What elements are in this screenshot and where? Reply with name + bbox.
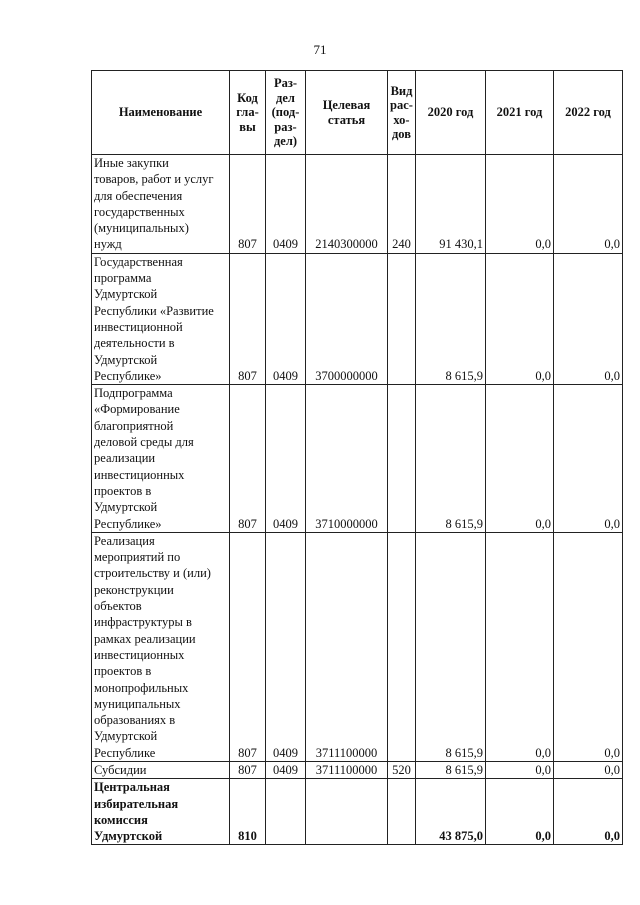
row-name: Центральная избирательная комиссия Удмуртской [92, 779, 230, 845]
header-target-article: Целевая статья [306, 71, 388, 155]
row-2022: 0,0 [554, 532, 623, 761]
row-section: 0409 [266, 155, 306, 254]
row-2021: 0,0 [486, 779, 554, 845]
header-2020: 2020 год [416, 71, 486, 155]
row-expense-type [388, 779, 416, 845]
row-chapter-code: 810 [230, 779, 266, 845]
header-2021: 2021 год [486, 71, 554, 155]
row-section: 0409 [266, 253, 306, 384]
row-chapter-code: 807 [230, 253, 266, 384]
row-2022: 0,0 [554, 155, 623, 254]
table-row [92, 532, 623, 761]
table-header-row [92, 71, 623, 155]
row-section: 0409 [266, 761, 306, 778]
row-2022: 0,0 [554, 253, 623, 384]
row-2021: 0,0 [486, 532, 554, 761]
row-target-article: 3710000000 [306, 385, 388, 533]
row-2022: 0,0 [554, 779, 623, 845]
row-2021: 0,0 [486, 761, 554, 778]
row-name: Субсидии [92, 761, 230, 778]
row-chapter-code: 807 [230, 155, 266, 254]
row-name: Реализация мероприятий по строительству и (или) реконструкции объектов инфраструктуры в рамках реализации инвестиционных проектов в монопрофильных муниципальных образованиях в Удмуртской Республике [92, 532, 230, 761]
row-2020: 91 430,1 [416, 155, 486, 254]
row-name: Иные закупки товаров, работ и услуг для обеспечения государственных (муниципальных) нужд [92, 155, 230, 254]
table-row [92, 761, 623, 778]
row-chapter-code: 807 [230, 532, 266, 761]
row-chapter-code: 807 [230, 385, 266, 533]
row-2020: 8 615,9 [416, 253, 486, 384]
header-2022: 2022 год [554, 71, 623, 155]
row-target-article [306, 779, 388, 845]
row-target-article: 3700000000 [306, 253, 388, 384]
header-section: Раз- дел (под- раз- дел) [266, 71, 306, 155]
row-2022: 0,0 [554, 761, 623, 778]
row-2020: 8 615,9 [416, 532, 486, 761]
row-expense-type [388, 385, 416, 533]
table-row [92, 385, 623, 533]
header-expense-type: Вид рас- хо- дов [388, 71, 416, 155]
row-expense-type: 240 [388, 155, 416, 254]
row-2020: 43 875,0 [416, 779, 486, 845]
row-name: Подпрограмма «Формирование благоприятной деловой среды для реализации инвестиционных проектов в Удмуртской Республике» [92, 385, 230, 533]
row-2020: 8 615,9 [416, 761, 486, 778]
row-expense-type [388, 532, 416, 761]
row-expense-type [388, 253, 416, 384]
row-section: 0409 [266, 385, 306, 533]
row-target-article: 3711100000 [306, 761, 388, 778]
row-target-article: 2140300000 [306, 155, 388, 254]
table-row [92, 155, 623, 254]
row-expense-type: 520 [388, 761, 416, 778]
header-chapter-code: Код гла- вы [230, 71, 266, 155]
budget-table [91, 70, 623, 845]
table-row [92, 253, 623, 384]
row-2021: 0,0 [486, 155, 554, 254]
row-section: 0409 [266, 532, 306, 761]
header-name: Наименование [92, 71, 230, 155]
row-2021: 0,0 [486, 385, 554, 533]
row-chapter-code: 807 [230, 761, 266, 778]
row-name: Государственная программа Удмуртской Республики «Развитие инвестиционной деятельности в Удмуртской Республике» [92, 253, 230, 384]
row-2021: 0,0 [486, 253, 554, 384]
table-row [92, 779, 623, 845]
row-2022: 0,0 [554, 385, 623, 533]
page-number: 71 [313, 42, 327, 57]
row-section [266, 779, 306, 845]
row-2020: 8 615,9 [416, 385, 486, 533]
row-target-article: 3711100000 [306, 532, 388, 761]
